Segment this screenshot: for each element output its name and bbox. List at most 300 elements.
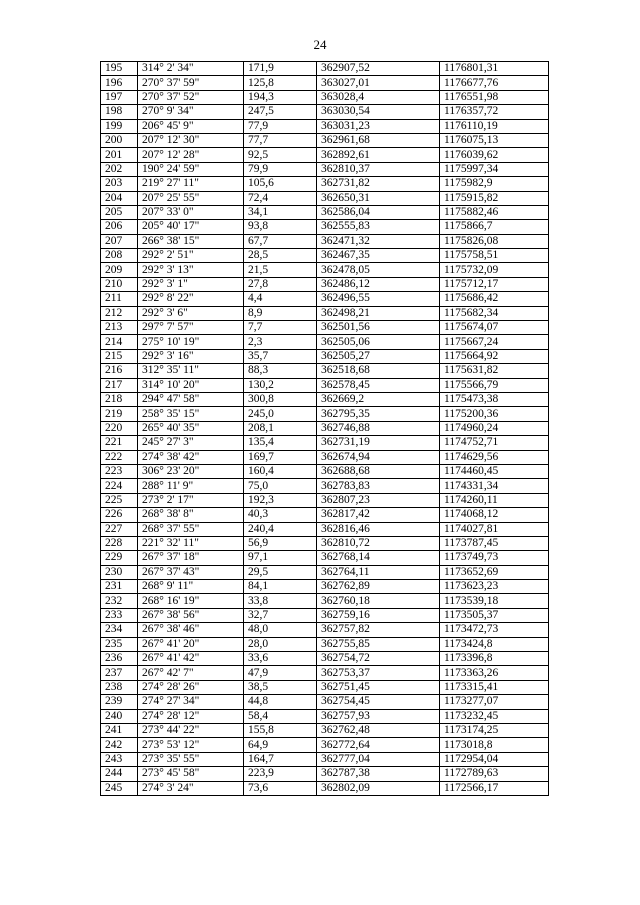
point-number-cell: 241: [101, 723, 138, 737]
bearing-cell: 314° 10' 20": [138, 378, 244, 392]
distance-cell: 169,7: [244, 450, 317, 464]
table-row: [101, 249, 549, 263]
x-coordinate-cell: 362555,83: [317, 220, 440, 234]
table-row: [101, 594, 549, 608]
point-number-cell: 207: [101, 234, 138, 248]
distance-cell: 7,7: [244, 321, 317, 335]
y-coordinate-cell: 1175686,42: [440, 292, 549, 306]
y-coordinate-cell: 1174460,45: [440, 464, 549, 478]
bearing-cell: 273° 53' 12": [138, 738, 244, 752]
y-coordinate-cell: 1174027,81: [440, 522, 549, 536]
x-coordinate-cell: 362816,46: [317, 522, 440, 536]
bearing-cell: 274° 38' 42": [138, 450, 244, 464]
y-coordinate-cell: 1173623,23: [440, 580, 549, 594]
table-row: [101, 90, 549, 104]
bearing-cell: 268° 37' 55": [138, 522, 244, 536]
x-coordinate-cell: 362505,06: [317, 335, 440, 349]
distance-cell: 84,1: [244, 580, 317, 594]
y-coordinate-cell: 1175631,82: [440, 364, 549, 378]
x-coordinate-cell: 362501,56: [317, 321, 440, 335]
table-row: [101, 723, 549, 737]
point-number-cell: 236: [101, 652, 138, 666]
distance-cell: 245,0: [244, 407, 317, 421]
point-number-cell: 197: [101, 90, 138, 104]
y-coordinate-cell: 1172789,63: [440, 767, 549, 781]
y-coordinate-cell: 1173787,45: [440, 536, 549, 550]
y-coordinate-cell: 1173652,69: [440, 565, 549, 579]
x-coordinate-cell: 362731,19: [317, 436, 440, 450]
x-coordinate-cell: 363028,4: [317, 90, 440, 104]
bearing-cell: 274° 28' 12": [138, 709, 244, 723]
table-row: [101, 450, 549, 464]
y-coordinate-cell: 1174960,24: [440, 421, 549, 435]
y-coordinate-cell: 1174068,12: [440, 508, 549, 522]
bearing-cell: 190° 24' 59": [138, 162, 244, 176]
point-number-cell: 215: [101, 349, 138, 363]
table-row: [101, 177, 549, 191]
bearing-cell: 205° 40' 17": [138, 220, 244, 234]
table-row: [101, 522, 549, 536]
distance-cell: 38,5: [244, 680, 317, 694]
bearing-cell: 221° 32' 11": [138, 536, 244, 550]
bearing-cell: 273° 35' 55": [138, 752, 244, 766]
x-coordinate-cell: 362746,88: [317, 421, 440, 435]
y-coordinate-cell: 1175758,51: [440, 249, 549, 263]
bearing-cell: 270° 37' 52": [138, 90, 244, 104]
y-coordinate-cell: 1173539,18: [440, 594, 549, 608]
table-row: [101, 162, 549, 176]
y-coordinate-cell: 1175664,92: [440, 349, 549, 363]
table-row: [101, 536, 549, 550]
distance-cell: 208,1: [244, 421, 317, 435]
x-coordinate-cell: 362755,85: [317, 637, 440, 651]
y-coordinate-cell: 1175566,79: [440, 378, 549, 392]
x-coordinate-cell: 362518,68: [317, 364, 440, 378]
x-coordinate-cell: 362471,32: [317, 234, 440, 248]
y-coordinate-cell: 1175882,46: [440, 205, 549, 219]
x-coordinate-cell: 362768,14: [317, 551, 440, 565]
x-coordinate-cell: 362764,11: [317, 565, 440, 579]
distance-cell: 92,5: [244, 148, 317, 162]
bearing-cell: 270° 37' 59": [138, 76, 244, 90]
point-number-cell: 214: [101, 335, 138, 349]
distance-cell: 75,0: [244, 479, 317, 493]
point-number-cell: 225: [101, 493, 138, 507]
distance-cell: 125,8: [244, 76, 317, 90]
table-row: [101, 695, 549, 709]
bearing-cell: 274° 27' 34": [138, 695, 244, 709]
bearing-cell: 219° 27' 11": [138, 177, 244, 191]
bearing-cell: 258° 35' 15": [138, 407, 244, 421]
distance-cell: 33,6: [244, 652, 317, 666]
bearing-cell: 312° 35' 11": [138, 364, 244, 378]
point-number-cell: 195: [101, 62, 138, 76]
table-row: [101, 76, 549, 90]
x-coordinate-cell: 362810,37: [317, 162, 440, 176]
table-row: [101, 364, 549, 378]
point-number-cell: 210: [101, 277, 138, 291]
distance-cell: 44,8: [244, 695, 317, 709]
bearing-cell: 274° 3' 24": [138, 781, 244, 795]
y-coordinate-cell: 1172954,04: [440, 752, 549, 766]
x-coordinate-cell: 362760,18: [317, 594, 440, 608]
distance-cell: 192,3: [244, 493, 317, 507]
distance-cell: 28,0: [244, 637, 317, 651]
y-coordinate-cell: 1175712,17: [440, 277, 549, 291]
point-number-cell: 201: [101, 148, 138, 162]
distance-cell: 79,9: [244, 162, 317, 176]
bearing-cell: 273° 44' 22": [138, 723, 244, 737]
bearing-cell: 275° 10' 19": [138, 335, 244, 349]
distance-cell: 247,5: [244, 105, 317, 119]
bearing-cell: 207° 33' 0": [138, 205, 244, 219]
point-number-cell: 230: [101, 565, 138, 579]
distance-cell: 67,7: [244, 234, 317, 248]
point-number-cell: 198: [101, 105, 138, 119]
bearing-cell: 267° 41' 42": [138, 652, 244, 666]
distance-cell: 58,4: [244, 709, 317, 723]
y-coordinate-cell: 1173424,8: [440, 637, 549, 651]
table-row: [101, 608, 549, 622]
x-coordinate-cell: 362762,89: [317, 580, 440, 594]
table-row: [101, 436, 549, 450]
distance-cell: 88,3: [244, 364, 317, 378]
bearing-cell: 267° 37' 18": [138, 551, 244, 565]
x-coordinate-cell: 362762,48: [317, 723, 440, 737]
point-number-cell: 208: [101, 249, 138, 263]
y-coordinate-cell: 1173749,73: [440, 551, 549, 565]
point-number-cell: 212: [101, 306, 138, 320]
bearing-cell: 292° 3' 13": [138, 263, 244, 277]
point-number-cell: 231: [101, 580, 138, 594]
bearing-cell: 294° 47' 58": [138, 392, 244, 406]
bearing-cell: 267° 38' 46": [138, 623, 244, 637]
x-coordinate-cell: 362757,93: [317, 709, 440, 723]
distance-cell: 72,4: [244, 191, 317, 205]
table-row: [101, 119, 549, 133]
table-row: [101, 234, 549, 248]
table-row: [101, 263, 549, 277]
bearing-cell: 207° 12' 30": [138, 133, 244, 147]
x-coordinate-cell: 362892,61: [317, 148, 440, 162]
point-number-cell: 199: [101, 119, 138, 133]
x-coordinate-cell: 362731,82: [317, 177, 440, 191]
coordinates-table: [100, 61, 549, 796]
y-coordinate-cell: 1173018,8: [440, 738, 549, 752]
bearing-cell: 292° 3' 1": [138, 277, 244, 291]
y-coordinate-cell: 1175674,07: [440, 321, 549, 335]
x-coordinate-cell: 362754,72: [317, 652, 440, 666]
point-number-cell: 222: [101, 450, 138, 464]
table-row: [101, 105, 549, 119]
distance-cell: 160,4: [244, 464, 317, 478]
x-coordinate-cell: 362810,72: [317, 536, 440, 550]
distance-cell: 77,9: [244, 119, 317, 133]
point-number-cell: 206: [101, 220, 138, 234]
y-coordinate-cell: 1174752,71: [440, 436, 549, 450]
y-coordinate-cell: 1175473,38: [440, 392, 549, 406]
point-number-cell: 202: [101, 162, 138, 176]
x-coordinate-cell: 363031,23: [317, 119, 440, 133]
x-coordinate-cell: 362674,94: [317, 450, 440, 464]
x-coordinate-cell: 362802,09: [317, 781, 440, 795]
y-coordinate-cell: 1173472,73: [440, 623, 549, 637]
bearing-cell: 288° 11' 9": [138, 479, 244, 493]
distance-cell: 56,9: [244, 536, 317, 550]
distance-cell: 73,6: [244, 781, 317, 795]
point-number-cell: 228: [101, 536, 138, 550]
table-row: [101, 680, 549, 694]
table-row: [101, 637, 549, 651]
table-row: [101, 623, 549, 637]
x-coordinate-cell: 362578,45: [317, 378, 440, 392]
distance-cell: 29,5: [244, 565, 317, 579]
x-coordinate-cell: 362754,45: [317, 695, 440, 709]
x-coordinate-cell: 363027,01: [317, 76, 440, 90]
point-number-cell: 229: [101, 551, 138, 565]
point-number-cell: 245: [101, 781, 138, 795]
distance-cell: 48,0: [244, 623, 317, 637]
y-coordinate-cell: 1173315,41: [440, 680, 549, 694]
y-coordinate-cell: 1172566,17: [440, 781, 549, 795]
x-coordinate-cell: 362759,16: [317, 608, 440, 622]
point-number-cell: 239: [101, 695, 138, 709]
y-coordinate-cell: 1173505,37: [440, 608, 549, 622]
point-number-cell: 232: [101, 594, 138, 608]
distance-cell: 64,9: [244, 738, 317, 752]
table-row: [101, 148, 549, 162]
x-coordinate-cell: 362777,04: [317, 752, 440, 766]
point-number-cell: 234: [101, 623, 138, 637]
x-coordinate-cell: 362772,64: [317, 738, 440, 752]
table-row: [101, 752, 549, 766]
y-coordinate-cell: 1173396,8: [440, 652, 549, 666]
x-coordinate-cell: 362757,82: [317, 623, 440, 637]
table-row: [101, 709, 549, 723]
x-coordinate-cell: 362753,37: [317, 666, 440, 680]
bearing-cell: 314° 2' 34": [138, 62, 244, 76]
bearing-cell: 268° 9' 11": [138, 580, 244, 594]
y-coordinate-cell: 1176801,31: [440, 62, 549, 76]
table-row: [101, 392, 549, 406]
y-coordinate-cell: 1174260,11: [440, 493, 549, 507]
table-row: [101, 292, 549, 306]
point-number-cell: 216: [101, 364, 138, 378]
distance-cell: 34,1: [244, 205, 317, 219]
distance-cell: 4,4: [244, 292, 317, 306]
bearing-cell: 266° 38' 15": [138, 234, 244, 248]
distance-cell: 32,7: [244, 608, 317, 622]
y-coordinate-cell: 1175732,09: [440, 263, 549, 277]
point-number-cell: 240: [101, 709, 138, 723]
distance-cell: 28,5: [244, 249, 317, 263]
distance-cell: 130,2: [244, 378, 317, 392]
table-row: [101, 781, 549, 795]
y-coordinate-cell: 1176357,72: [440, 105, 549, 119]
point-number-cell: 233: [101, 608, 138, 622]
distance-cell: 194,3: [244, 90, 317, 104]
table-row: [101, 133, 549, 147]
bearing-cell: 267° 37' 43": [138, 565, 244, 579]
point-number-cell: 219: [101, 407, 138, 421]
distance-cell: 8,9: [244, 306, 317, 320]
y-coordinate-cell: 1173174,25: [440, 723, 549, 737]
table-row: [101, 565, 549, 579]
bearing-cell: 270° 9' 34": [138, 105, 244, 119]
x-coordinate-cell: 362907,52: [317, 62, 440, 76]
distance-cell: 2,3: [244, 335, 317, 349]
point-number-cell: 227: [101, 522, 138, 536]
bearing-cell: 207° 25' 55": [138, 191, 244, 205]
bearing-cell: 292° 3' 16": [138, 349, 244, 363]
bearing-cell: 267° 38' 56": [138, 608, 244, 622]
point-number-cell: 235: [101, 637, 138, 651]
x-coordinate-cell: 362787,38: [317, 767, 440, 781]
table-row: [101, 191, 549, 205]
point-number-cell: 224: [101, 479, 138, 493]
point-number-cell: 243: [101, 752, 138, 766]
bearing-cell: 273° 2' 17": [138, 493, 244, 507]
y-coordinate-cell: 1175982,9: [440, 177, 549, 191]
x-coordinate-cell: 362467,35: [317, 249, 440, 263]
distance-cell: 35,7: [244, 349, 317, 363]
point-number-cell: 209: [101, 263, 138, 277]
point-number-cell: 220: [101, 421, 138, 435]
x-coordinate-cell: 362783,83: [317, 479, 440, 493]
point-number-cell: 223: [101, 464, 138, 478]
table-row: [101, 349, 549, 363]
table-row: [101, 508, 549, 522]
distance-cell: 47,9: [244, 666, 317, 680]
y-coordinate-cell: 1175997,34: [440, 162, 549, 176]
bearing-cell: 292° 8' 22": [138, 292, 244, 306]
point-number-cell: 217: [101, 378, 138, 392]
bearing-cell: 268° 38' 8": [138, 508, 244, 522]
table-row: [101, 551, 549, 565]
table-row: [101, 479, 549, 493]
distance-cell: 171,9: [244, 62, 317, 76]
table-row: [101, 205, 549, 219]
table-row: [101, 464, 549, 478]
table-row: [101, 493, 549, 507]
table-row: [101, 407, 549, 421]
distance-cell: 33,8: [244, 594, 317, 608]
y-coordinate-cell: 1173363,26: [440, 666, 549, 680]
y-coordinate-cell: 1175682,34: [440, 306, 549, 320]
table-row: [101, 220, 549, 234]
point-number-cell: 196: [101, 76, 138, 90]
point-number-cell: 200: [101, 133, 138, 147]
table-row: [101, 321, 549, 335]
distance-cell: 40,3: [244, 508, 317, 522]
table-row: [101, 767, 549, 781]
y-coordinate-cell: 1176075,13: [440, 133, 549, 147]
distance-cell: 155,8: [244, 723, 317, 737]
bearing-cell: 265° 40' 35": [138, 421, 244, 435]
y-coordinate-cell: 1176677,76: [440, 76, 549, 90]
point-number-cell: 221: [101, 436, 138, 450]
point-number-cell: 213: [101, 321, 138, 335]
point-number-cell: 211: [101, 292, 138, 306]
x-coordinate-cell: 362586,04: [317, 205, 440, 219]
y-coordinate-cell: 1175866,7: [440, 220, 549, 234]
point-number-cell: 218: [101, 392, 138, 406]
bearing-cell: 267° 42' 7": [138, 666, 244, 680]
bearing-cell: 292° 3' 6": [138, 306, 244, 320]
point-number-cell: 238: [101, 680, 138, 694]
table-row: [101, 652, 549, 666]
table-row: [101, 378, 549, 392]
table-row: [101, 580, 549, 594]
y-coordinate-cell: 1175200,36: [440, 407, 549, 421]
point-number-cell: 203: [101, 177, 138, 191]
bearing-cell: 297° 7' 57": [138, 321, 244, 335]
y-coordinate-cell: 1175667,24: [440, 335, 549, 349]
y-coordinate-cell: 1176039,62: [440, 148, 549, 162]
x-coordinate-cell: 362817,42: [317, 508, 440, 522]
x-coordinate-cell: 362961,68: [317, 133, 440, 147]
y-coordinate-cell: 1175826,08: [440, 234, 549, 248]
x-coordinate-cell: 362650,31: [317, 191, 440, 205]
bearing-cell: 206° 45' 9": [138, 119, 244, 133]
x-coordinate-cell: 362795,35: [317, 407, 440, 421]
x-coordinate-cell: 362669,2: [317, 392, 440, 406]
distance-cell: 240,4: [244, 522, 317, 536]
bearing-cell: 273° 45' 58": [138, 767, 244, 781]
table-row: [101, 277, 549, 291]
distance-cell: 135,4: [244, 436, 317, 450]
distance-cell: 21,5: [244, 263, 317, 277]
table-row: [101, 738, 549, 752]
x-coordinate-cell: 362688,68: [317, 464, 440, 478]
x-coordinate-cell: 362478,05: [317, 263, 440, 277]
y-coordinate-cell: 1174629,56: [440, 450, 549, 464]
x-coordinate-cell: 362505,27: [317, 349, 440, 363]
distance-cell: 27,8: [244, 277, 317, 291]
x-coordinate-cell: 362498,21: [317, 306, 440, 320]
x-coordinate-cell: 362486,12: [317, 277, 440, 291]
bearing-cell: 306° 23' 20": [138, 464, 244, 478]
table-row: [101, 335, 549, 349]
y-coordinate-cell: 1174331,34: [440, 479, 549, 493]
point-number-cell: 204: [101, 191, 138, 205]
y-coordinate-cell: 1173232,45: [440, 709, 549, 723]
bearing-cell: 268° 16' 19": [138, 594, 244, 608]
table-row: [101, 62, 549, 76]
point-number-cell: 242: [101, 738, 138, 752]
coordinates-table-body: [101, 62, 549, 796]
x-coordinate-cell: 362496,55: [317, 292, 440, 306]
distance-cell: 223,9: [244, 767, 317, 781]
point-number-cell: 205: [101, 205, 138, 219]
point-number-cell: 244: [101, 767, 138, 781]
distance-cell: 105,6: [244, 177, 317, 191]
point-number-cell: 237: [101, 666, 138, 680]
x-coordinate-cell: 363030,54: [317, 105, 440, 119]
y-coordinate-cell: 1173277,07: [440, 695, 549, 709]
bearing-cell: 292° 2' 51": [138, 249, 244, 263]
y-coordinate-cell: 1176551,98: [440, 90, 549, 104]
distance-cell: 164,7: [244, 752, 317, 766]
bearing-cell: 245° 27' 3": [138, 436, 244, 450]
bearing-cell: 207° 12' 28": [138, 148, 244, 162]
x-coordinate-cell: 362807,23: [317, 493, 440, 507]
page-number: 24: [313, 37, 327, 52]
table-row: [101, 666, 549, 680]
x-coordinate-cell: 362751,45: [317, 680, 440, 694]
y-coordinate-cell: 1175915,82: [440, 191, 549, 205]
distance-cell: 93,8: [244, 220, 317, 234]
